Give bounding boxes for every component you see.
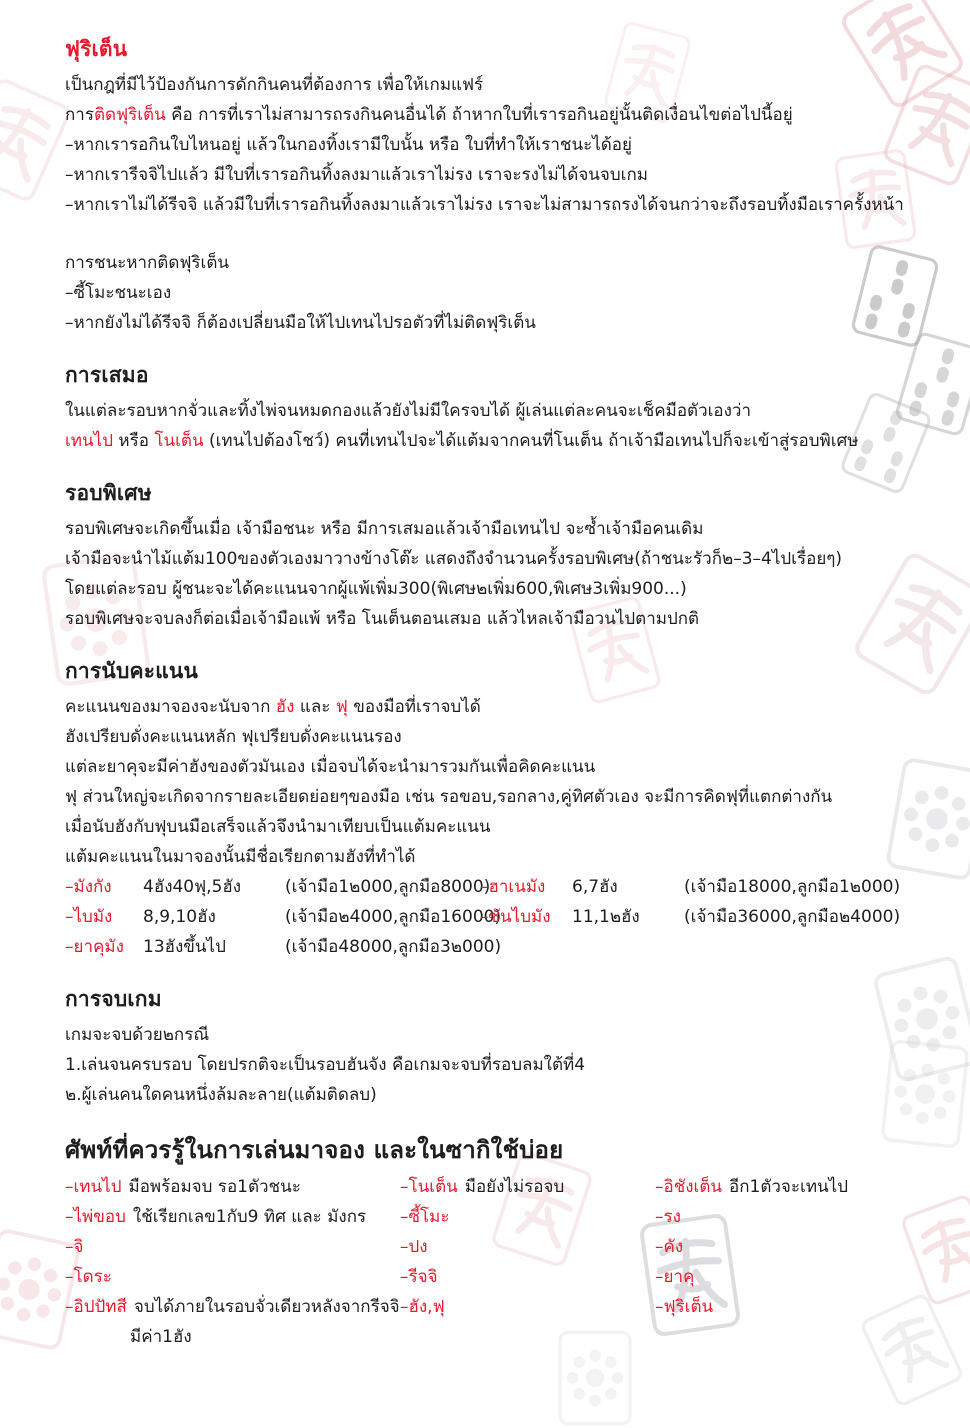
- text-line: [65, 396, 946, 426]
- text-segment: เมื่อนับฮังกับฟุบนมือเสร็จแล้วจึงนำมาเทียบเป็นแต้มคะแนน: [65, 817, 491, 837]
- blank-line: [65, 220, 946, 248]
- highlighted-term: โนเต็น: [154, 431, 204, 451]
- text-segment: เจ้ามือจะนำไม้แต้ม100ของตัวเองมาวางข้างโต๊ะ แสดงถึงจำนวนครั้งรอบพิเศษ(ถ้าชนะรัวก็๒–3–4ไปเรื่อยๆ): [65, 549, 843, 569]
- vocab-term: –ไพ่ขอบ: [65, 1207, 126, 1227]
- text-line: [65, 308, 946, 338]
- vocab-cell: [655, 1292, 946, 1322]
- vocab-cell: [400, 1232, 655, 1262]
- vocab-row: [65, 1172, 946, 1202]
- text-segment: ๒.ผู้เล่นคนใดคนหนึ่งล้มละลาย(แต้มติดลบ): [65, 1085, 377, 1105]
- vocab-term: –คัง: [655, 1237, 684, 1257]
- text-line: [65, 70, 946, 100]
- score-points: (เจ้ามือ1๒000,ลูกมือ8000): [285, 877, 491, 897]
- vocab-cell: [655, 1202, 946, 1232]
- text-segment: คือ การที่เราไม่สามารถรงกินคนอื่นได้ ถ้าหากใบที่เรารอกินอยู่นั้นติดเงื่อนไขต่อไปนี้อยู่: [165, 105, 793, 125]
- text-line: [65, 1020, 946, 1050]
- score-term: –ซันไบมัง: [480, 907, 551, 927]
- vocab-continuation-note: มีค่า1ฮัง: [130, 1327, 192, 1347]
- text-line: [65, 812, 946, 842]
- vocab-row: [65, 1202, 946, 1232]
- text-line: [65, 514, 946, 544]
- vocab-cell: [655, 1232, 946, 1262]
- vocab-term: –ยาคุ: [655, 1267, 695, 1287]
- score-han-range: 8,9,10ฮัง: [143, 907, 216, 927]
- vocab-row: [65, 1292, 946, 1322]
- text-segment: –หากเรารอกินใบไหนอยู่ แล้วในกองทิ้งเรามีใบนั้น หรือ ใบที่ทำให้เราชนะได้อยู่: [65, 135, 632, 155]
- score-han-range: 6,7ฮัง: [572, 877, 618, 897]
- score-left-cell: [65, 872, 491, 902]
- text-segment: แต่ละยาคุจะมีค่าฮังของตัวมันเอง เมื่อจบได้จะนำมารวมกันเพื่อคิดคะแนน: [65, 757, 596, 777]
- score-term: –ฮาเนมัง: [480, 877, 546, 897]
- text-line: [65, 426, 946, 456]
- text-line: [65, 604, 946, 634]
- vocab-cell: [400, 1202, 655, 1232]
- section-heading-draw: การเสมอ: [65, 363, 149, 387]
- vocab-definition: มือยังไม่รอจบ: [464, 1177, 565, 1197]
- text-segment: และ: [294, 697, 336, 717]
- section-heading-special-round: รอบพิเศษ: [65, 481, 152, 505]
- vocab-term: –รีจจิ: [400, 1267, 438, 1287]
- vocab-term: –จิ: [65, 1237, 84, 1257]
- score-left-cell: [65, 902, 502, 932]
- text-line: [65, 692, 946, 722]
- text-segment: ฮังเปรียบดั่งคะแนนหลัก ฟุเปรียบดั่งคะแนนรอง: [65, 727, 402, 747]
- vocab-term: –ปง: [400, 1237, 428, 1257]
- text-line: [65, 1050, 946, 1080]
- vocab-term: –ฮัง,ฟุ: [400, 1297, 445, 1317]
- text-segment: 1.เล่นจนครบรอบ โดยปรกติจะเป็นรอบฮันจัง คือเกมจะจบที่รอบลมใต้ที่4: [65, 1055, 586, 1075]
- text-segment: คะแนนของมาจองจะนับจาก: [65, 697, 276, 717]
- highlighted-term: ฟุ: [335, 697, 348, 717]
- vocab-term: –ฟุริเต็น: [655, 1297, 714, 1317]
- text-line: [65, 130, 946, 160]
- score-right-cell: [480, 902, 946, 932]
- text-line: [65, 190, 946, 220]
- section-heading-game-end: การจบเกม: [65, 987, 162, 1011]
- vocab-cell: [400, 1262, 655, 1292]
- vocab-row: [65, 1262, 946, 1292]
- vocab-cell: [400, 1292, 655, 1322]
- text-line: [65, 100, 946, 130]
- vocab-cell: [655, 1172, 946, 1202]
- vocab-definition: จบได้ภายในรอบจั่วเดียวหลังจากรีจจิ: [133, 1297, 400, 1317]
- highlighted-term: ติดฟุริเต็น: [93, 105, 166, 125]
- vocab-term: –เทนไป: [65, 1177, 122, 1197]
- vocab-cell: [655, 1262, 946, 1292]
- vocab-cell: [65, 1232, 400, 1262]
- score-limit-row: [65, 872, 946, 902]
- vocab-cell: [65, 1292, 400, 1322]
- section-heading-scoring: การนับคะแนน: [65, 659, 199, 683]
- vocab-cell: [400, 1172, 655, 1202]
- text-line: [65, 752, 946, 782]
- text-line: [65, 574, 946, 604]
- vocab-term: –อิปปัทสี: [65, 1297, 127, 1317]
- text-line: [65, 842, 946, 872]
- text-segment: ในแต่ละรอบหากจั่วและทิ้งไพ่จนหมดกองแล้วยังไม่มีใครจบได้ ผู้เล่นแต่ละคนจะเช็คมือตัวเองว่า: [65, 401, 752, 421]
- score-term: –มังกัง: [65, 877, 112, 897]
- score-han-range: 13ฮังขึ้นไป: [143, 937, 226, 957]
- text-segment: หรือ: [112, 431, 155, 451]
- text-segment: เกมจะจบด้วย๒กรณี: [65, 1025, 210, 1045]
- score-limit-row: [65, 932, 946, 962]
- vocab-definition: ใช้เรียกเลข1กับ9 ทิศ และ มังกร: [132, 1207, 367, 1227]
- text-segment: รอบพิเศษจะจบลงก็ต่อเมื่อเจ้ามือแพ้ หรือ โนเต็นตอนเสมอ แล้วไหลเจ้ามือวนไปตามปกติ: [65, 609, 700, 629]
- vocab-definition: มือพร้อมจบ รอ1ตัวชนะ: [128, 1177, 301, 1197]
- vocab-cell: [65, 1202, 400, 1232]
- score-right-cell: [480, 932, 946, 962]
- text-segment: ของมือที่เราจบได้: [347, 697, 481, 717]
- score-right-cell: [480, 872, 946, 902]
- vocab-definition: อีก1ตัวจะเทนไป: [729, 1177, 849, 1197]
- vocab-term: –โดระ: [65, 1267, 112, 1287]
- text-line: [65, 248, 946, 278]
- text-segment: โดยแต่ละรอบ ผู้ชนะจะได้คะแนนจากผู้แพ้เพิ่ม300(พิเศษ๒เพิ่ม600,พิเศษ3เพิ่ม900...): [65, 579, 687, 599]
- highlighted-term: เทนไป: [65, 431, 113, 451]
- text-segment: –หากเรารีจจิไปแล้ว มีใบที่เรารอกินทิ้งลงมาแล้วเราไม่รง เราจะรงไม่ได้จนจบเกม: [65, 165, 648, 185]
- text-segment: –ซี้โมะชนะเอง: [65, 283, 172, 303]
- vocab-cell: [65, 1172, 400, 1202]
- score-han-range: 11,1๒ฮัง: [572, 907, 640, 927]
- section-heading-vocabulary: ศัพท์ที่ควรรู้ในการเล่นมาจอง และในซากิใช้บ่อย: [65, 1136, 564, 1164]
- section-heading-furiten: ฟุริเต็น: [65, 37, 128, 61]
- text-line: [65, 1080, 946, 1110]
- score-limit-row: [65, 902, 946, 932]
- score-term: –ไบมัง: [65, 907, 113, 927]
- vocab-row: [65, 1232, 946, 1262]
- score-term: –ยาคุมัง: [65, 937, 124, 957]
- text-line: [65, 160, 946, 190]
- text-segment: (เทนไปต้องโชว์) คนที่เทนไปจะได้แต้มจากคนที่โนเต็น ถ้าเจ้ามือเทนไปก็จะเข้าสู่รอบพิเศษ: [203, 431, 859, 451]
- vocab-term: –รง: [655, 1207, 681, 1227]
- text-segment: เป็นกฎที่มีไว้ป้องกันการดักกินคนที่ต้องการ เพื่อให้เกมแฟร์: [65, 75, 484, 95]
- vocab-term: –ซี้โมะ: [400, 1207, 450, 1227]
- score-points: (เจ้ามือ18000,ลูกมือ1๒000): [684, 877, 901, 897]
- text-segment: แต้มคะแนนในมาจองนั้นมีชื่อเรียกตามฮังที่ทำได้: [65, 847, 416, 867]
- text-line: [65, 544, 946, 574]
- score-han-range: 4ฮัง40ฟุ,5ฮัง: [143, 877, 242, 897]
- highlighted-term: ฮัง: [275, 697, 295, 717]
- text-line: [65, 782, 946, 812]
- text-segment: การชนะหากติดฟุริเต็น: [65, 253, 230, 273]
- text-line: [65, 278, 946, 308]
- score-points: (เจ้ามือ๒4000,ลูกมือ16000): [285, 907, 502, 927]
- text-segment: การ: [65, 105, 94, 125]
- text-segment: –หากยังไม่ได้รีจจิ ก็ต้องเปลี่ยนมือให้ไปเทนไปรอตัวที่ไม่ติดฟุริเต็น: [65, 313, 536, 333]
- text-segment: –หากเราไม่ได้รีจจิ แล้วมีใบที่เรารอกินทิ้งลงมาแล้วเราไม่รง เราจะไม่สามารถรงได้จนกว่าจะถึงรอบทิ้งมือเราครั้งหน้า: [65, 195, 904, 215]
- score-points: (เจ้ามือ48000,ลูกมือ3๒000): [285, 937, 502, 957]
- vocab-term: –อิชังเต็น: [655, 1177, 723, 1197]
- vocab-term: –โนเต็น: [400, 1177, 458, 1197]
- score-left-cell: [65, 932, 502, 962]
- text-segment: รอบพิเศษจะเกิดขึ้นเมื่อ เจ้ามือชนะ หรือ มีการเสมอแล้วเจ้ามือเทนไป จะซ้ำเจ้ามือคนเดิม: [65, 519, 704, 539]
- text-segment: ฟุ ส่วนใหญ่จะเกิดจากรายละเอียดย่อยๆของมือ เช่น รอขอบ,รอกลาง,คู่ทิศตัวเอง จะมีการคิดฟุที่แตกต่างกัน: [65, 787, 833, 807]
- text-line: [65, 722, 946, 752]
- score-points: (เจ้ามือ36000,ลูกมือ๒4000): [684, 907, 901, 927]
- vocab-cell: [65, 1262, 400, 1292]
